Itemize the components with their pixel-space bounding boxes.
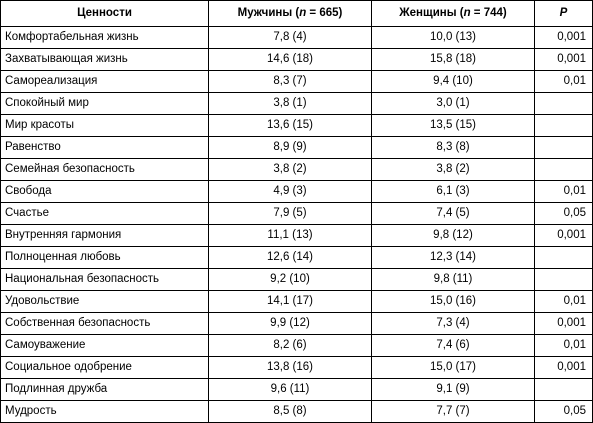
table-row	[1, 181, 593, 203]
cell-men: 4,9 (3)	[209, 181, 372, 203]
cell-men: 9,9 (12)	[209, 313, 372, 335]
cell-value-name: Захватывающая жизнь	[1, 49, 209, 71]
cell-women: 9,8 (12)	[372, 225, 535, 247]
cell-p	[535, 159, 593, 181]
table-row	[1, 137, 593, 159]
table-row	[1, 27, 593, 49]
cell-women: 15,0 (17)	[372, 357, 535, 379]
table-row	[1, 247, 593, 269]
header-women-n: n	[463, 7, 471, 19]
header-men-n: n	[299, 7, 307, 19]
cell-women: 6,1 (3)	[372, 181, 535, 203]
cell-men: 8,2 (6)	[209, 335, 372, 357]
cell-value-name: Счастье	[1, 203, 209, 225]
cell-men: 9,2 (10)	[209, 269, 372, 291]
cell-women: 3,0 (1)	[372, 93, 535, 115]
table-row	[1, 291, 593, 313]
header-men	[209, 1, 372, 27]
cell-men: 8,3 (7)	[209, 71, 372, 93]
cell-p: 0,01	[535, 71, 593, 93]
cell-women: 15,8 (18)	[372, 49, 535, 71]
cell-value-name: Мудрость	[1, 401, 209, 423]
cell-value-name: Семейная безопасность	[1, 159, 209, 181]
cell-value-name: Собственная безопасность	[1, 313, 209, 335]
cell-p: 0,05	[535, 401, 593, 423]
cell-women: 9,8 (11)	[372, 269, 535, 291]
table-row	[1, 71, 593, 93]
cell-p: 0,01	[535, 291, 593, 313]
cell-p: 0,001	[535, 357, 593, 379]
table-row	[1, 357, 593, 379]
cell-men: 7,8 (4)	[209, 27, 372, 49]
cell-p: 0,01	[535, 335, 593, 357]
header-p-label: P	[559, 7, 568, 19]
cell-p: 0,01	[535, 181, 593, 203]
cell-women: 9,1 (9)	[372, 379, 535, 401]
cell-women: 7,3 (4)	[372, 313, 535, 335]
header-women	[372, 1, 535, 27]
cell-women: 12,3 (14)	[372, 247, 535, 269]
cell-men: 11,1 (13)	[209, 225, 372, 247]
cell-women: 7,4 (5)	[372, 203, 535, 225]
cell-men: 8,5 (8)	[209, 401, 372, 423]
header-men-prefix: Мужчины (	[237, 7, 300, 19]
cell-men: 13,6 (15)	[209, 115, 372, 137]
cell-value-name: Свобода	[1, 181, 209, 203]
cell-value-name: Комфортабельная жизнь	[1, 27, 209, 49]
table-row	[1, 313, 593, 335]
cell-men: 12,6 (14)	[209, 247, 372, 269]
cell-women: 3,8 (2)	[372, 159, 535, 181]
table-row	[1, 225, 593, 247]
cell-p	[535, 247, 593, 269]
cell-women: 8,3 (8)	[372, 137, 535, 159]
cell-value-name: Самоуважение	[1, 335, 209, 357]
cell-p: 0,001	[535, 49, 593, 71]
cell-value-name: Национальная безопасность	[1, 269, 209, 291]
cell-men: 3,8 (2)	[209, 159, 372, 181]
cell-value-name: Спокойный мир	[1, 93, 209, 115]
table-row	[1, 203, 593, 225]
cell-value-name: Полноценная любовь	[1, 247, 209, 269]
cell-women: 15,0 (16)	[372, 291, 535, 313]
cell-p	[535, 137, 593, 159]
cell-p	[535, 93, 593, 115]
cell-men: 14,1 (17)	[209, 291, 372, 313]
cell-men: 8,9 (9)	[209, 137, 372, 159]
cell-men: 3,8 (1)	[209, 93, 372, 115]
cell-value-name: Подлинная дружба	[1, 379, 209, 401]
table-row	[1, 379, 593, 401]
cell-value-name: Внутренняя гармония	[1, 225, 209, 247]
table-row	[1, 159, 593, 181]
cell-men: 7,9 (5)	[209, 203, 372, 225]
cell-value-name: Самореализация	[1, 71, 209, 93]
cell-p: 0,001	[535, 225, 593, 247]
table-row	[1, 335, 593, 357]
cell-men: 9,6 (11)	[209, 379, 372, 401]
header-p	[535, 1, 593, 27]
cell-women: 7,4 (6)	[372, 335, 535, 357]
cell-women: 9,4 (10)	[372, 71, 535, 93]
cell-p: 0,05	[535, 203, 593, 225]
header-values: Ценности	[1, 1, 209, 27]
cell-women: 13,5 (15)	[372, 115, 535, 137]
table-header-row	[1, 1, 593, 27]
table-row	[1, 269, 593, 291]
table-body	[1, 27, 593, 423]
cell-women: 10,0 (13)	[372, 27, 535, 49]
cell-men: 13,8 (16)	[209, 357, 372, 379]
table-row	[1, 115, 593, 137]
table-row	[1, 93, 593, 115]
cell-p	[535, 379, 593, 401]
cell-men: 14,6 (18)	[209, 49, 372, 71]
cell-p	[535, 269, 593, 291]
table-row	[1, 401, 593, 423]
cell-p: 0,001	[535, 313, 593, 335]
cell-p	[535, 115, 593, 137]
cell-value-name: Равенство	[1, 137, 209, 159]
header-women-suffix: = 744)	[470, 7, 507, 19]
cell-value-name: Социальное одобрение	[1, 357, 209, 379]
cell-value-name: Удовольствие	[1, 291, 209, 313]
header-women-prefix: Женщины (	[399, 7, 464, 19]
cell-p: 0,001	[535, 27, 593, 49]
table-row	[1, 49, 593, 71]
cell-value-name: Мир красоты	[1, 115, 209, 137]
cell-women: 7,7 (7)	[372, 401, 535, 423]
header-men-suffix: = 665)	[306, 7, 343, 19]
